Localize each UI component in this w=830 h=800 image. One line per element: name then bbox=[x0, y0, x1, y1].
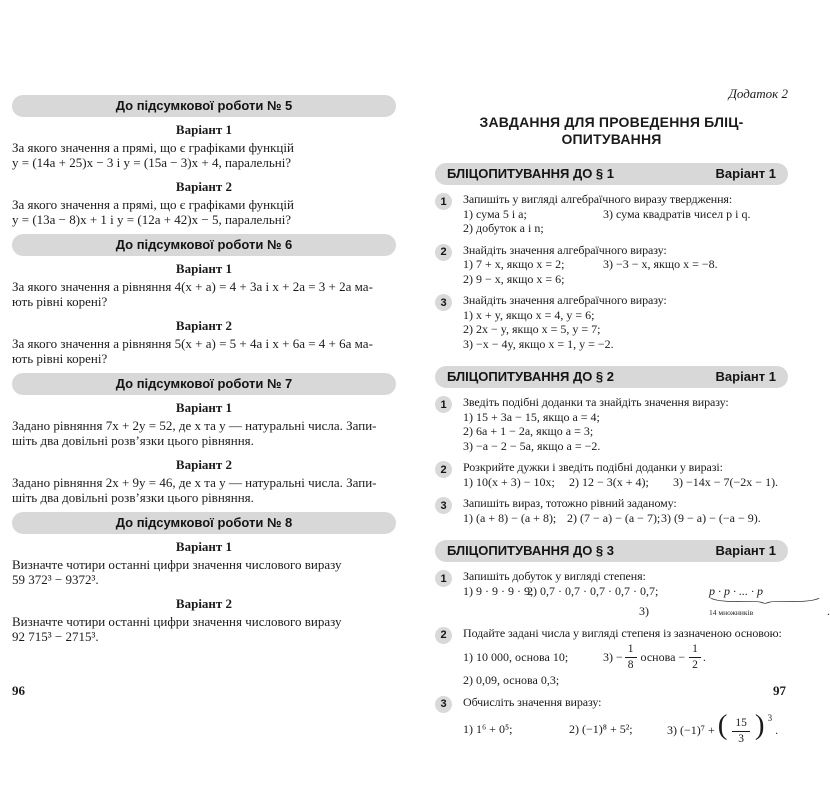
appendix-label: Додаток 2 bbox=[728, 86, 788, 101]
sub-item: 1) 9 · 9 · 9 · 9; bbox=[463, 583, 534, 598]
problem-line: шіть два довільні розв’язки цього рівняння. bbox=[12, 433, 254, 448]
underbrace-label: 14 множників bbox=[709, 608, 754, 617]
quiz-item bbox=[435, 293, 788, 351]
sub-item: 2) 12 − 3(x + 4); bbox=[569, 474, 649, 489]
sub-item: 1) (a + 8) − (a + 8); bbox=[463, 510, 557, 525]
fraction bbox=[689, 643, 701, 671]
sub-item-power-fraction bbox=[667, 709, 779, 746]
item-prompt: Знайдіть значення алгебраїчного виразу: bbox=[463, 293, 667, 307]
sub-item: 2) (7 − a) − (a − 7); bbox=[567, 510, 661, 525]
sub-item-row bbox=[463, 584, 830, 619]
sub-item: 2) 2x − y, якщо x = 5, y = 7; bbox=[463, 322, 601, 336]
sub-item: 1) 10 000, основа 10; bbox=[463, 649, 569, 664]
fraction-denominator: 3 bbox=[738, 733, 745, 746]
variant-title: Варіант 1 bbox=[175, 122, 233, 137]
sub-item: 1) x + y, якщо x = 4, y = 6; bbox=[463, 307, 595, 322]
sub-item-row bbox=[463, 272, 788, 287]
problem-line: За якого значення a рівняння 4(x + a) = 4 + 3a і x + 2a = 3 + 2a ма- bbox=[12, 279, 373, 294]
variant-badge: Варіант 1 bbox=[715, 369, 776, 384]
item-number: 3 bbox=[435, 696, 452, 713]
item-number: 1 bbox=[435, 396, 452, 413]
section-header: До підсумкової роботи № 6 bbox=[12, 234, 396, 256]
sub-item-row bbox=[463, 643, 788, 671]
quiz-section-2 bbox=[435, 366, 788, 525]
sub-item-row bbox=[463, 221, 788, 236]
item-number: 2 bbox=[435, 627, 452, 644]
sub-item: 3) −a − 2 − 5a, якщо a = −2. bbox=[463, 438, 601, 453]
variant-title: Варіант 1 bbox=[175, 261, 233, 276]
item-prompt: Обчисліть значення виразу: bbox=[463, 694, 602, 709]
item-number: 2 bbox=[435, 461, 452, 478]
fraction bbox=[732, 717, 750, 745]
sub-item-prefix: 3) bbox=[639, 604, 649, 618]
section-header-label: БЛІЦОПИТУВАННЯ ДО § 2 bbox=[447, 369, 614, 384]
problem-line: 59 372³ − 9372³. bbox=[12, 572, 99, 587]
section-header bbox=[435, 163, 788, 185]
section-header-label: БЛІЦОПИТУВАННЯ ДО § 1 bbox=[447, 166, 614, 181]
variant-title: Варіант 2 bbox=[175, 596, 233, 611]
section-header bbox=[435, 366, 788, 388]
problem-line: ють рівні корені? bbox=[12, 351, 108, 366]
variant-title: Варіант 2 bbox=[175, 318, 233, 333]
worksheet-section-7 bbox=[12, 373, 396, 505]
page-number-left: 96 bbox=[12, 683, 25, 698]
underbrace-icon bbox=[709, 598, 821, 604]
fraction-denominator: 8 bbox=[627, 658, 634, 671]
sub-item-row bbox=[463, 511, 788, 526]
right-paren: ) bbox=[754, 709, 765, 742]
problem-line: За якого значення a прямі, що є графіками функцій bbox=[12, 197, 294, 212]
sub-item: 2) 6a + 1 − 2a, якщо a = 3; bbox=[463, 424, 594, 438]
problem-line: За якого значення a прямі, що є графіками функцій bbox=[12, 140, 294, 155]
sub-item-row bbox=[463, 475, 788, 490]
sub-item-prefix: 3) (−1)⁷ + bbox=[667, 723, 715, 738]
problem-line: Задано рівняння 2x + 9y = 46, де x та y — натуральні числа. Запи- bbox=[12, 475, 377, 490]
item-prompt: Розкрийте дужки і зведіть подібні доданки у виразі: bbox=[463, 460, 723, 474]
item-prompt: Запишіть вираз, тотожно рівний заданому: bbox=[463, 496, 677, 510]
sub-item: 3) (9 − a) − (−a − 9). bbox=[661, 510, 761, 525]
sub-item: 1) сума 5 і a; bbox=[463, 206, 527, 221]
problem-line: ють рівні корені? bbox=[12, 294, 108, 309]
fraction-numerator: 1 bbox=[689, 643, 701, 658]
fraction-denominator: 2 bbox=[692, 658, 698, 671]
sub-item-suffix: . bbox=[775, 723, 779, 738]
item-number: 1 bbox=[435, 193, 452, 210]
variant-badge: Варіант 1 bbox=[715, 166, 776, 181]
quiz-section-3 bbox=[435, 540, 830, 746]
sub-item-row bbox=[463, 207, 788, 222]
problem-line: шіть два довільні розв’язки цього рівняння. bbox=[12, 490, 254, 505]
sub-item: 1) 1⁶ + 0⁵; bbox=[463, 722, 513, 737]
problem-line: За якого значення a рівняння 5(x + a) = 5 + 4a і x + 6a = 4 + 6a ма- bbox=[12, 336, 373, 351]
section-header: До підсумкової роботи № 7 bbox=[12, 373, 396, 395]
sub-item-suffix: . bbox=[702, 649, 706, 664]
problem-line: Визначте чотири останні цифри значення числового виразу bbox=[12, 557, 342, 572]
sub-item: 1) 15 + 3a − 15, якщо a = 4; bbox=[463, 409, 600, 424]
quiz-item bbox=[435, 243, 788, 287]
sub-item-suffix: . bbox=[827, 604, 830, 618]
worksheet-section-8 bbox=[12, 512, 396, 644]
section-header bbox=[435, 540, 788, 562]
fraction bbox=[625, 643, 637, 671]
quiz-item bbox=[435, 695, 788, 746]
variant-title: Варіант 2 bbox=[175, 457, 233, 472]
sub-item: 3) −x − 4y, якщо x = 1, y = −2. bbox=[463, 336, 614, 351]
problem-line: y = (13a − 8)x + 1 і y = (12a + 42)x − 5, паралельні? bbox=[12, 212, 292, 227]
page-number-right: 97 bbox=[773, 683, 786, 698]
variant-title: Варіант 2 bbox=[175, 179, 233, 194]
sub-item: 2) добуток a і n; bbox=[463, 221, 544, 235]
problem-line: y = (14a + 25)x − 3 і y = (15a − 3)x + 4, паралельні? bbox=[12, 155, 292, 170]
section-header: До підсумкової роботи № 5 bbox=[12, 95, 396, 117]
problem-line: 92 715³ − 2715³. bbox=[12, 629, 99, 644]
sub-item-row bbox=[463, 257, 788, 272]
fraction-numerator: 15 bbox=[732, 717, 750, 732]
page-title: ЗАВДАННЯ ДЛЯ ПРОВЕДЕННЯ БЛІЦ-ОПИТУВАННЯ bbox=[479, 114, 744, 147]
section-header: До підсумкової роботи № 8 bbox=[12, 512, 396, 534]
item-prompt: Зведіть подібні доданки та знайдіть значення виразу: bbox=[463, 395, 729, 409]
sub-item: 3) сума квадратів чисел p і q. bbox=[603, 206, 751, 221]
right-page bbox=[435, 86, 830, 746]
item-prompt: Запишіть у вигляді алгебраїчного виразу твердження: bbox=[463, 192, 733, 206]
variant-title: Варіант 1 bbox=[175, 539, 233, 554]
sub-item-mid: основа − bbox=[640, 649, 686, 664]
exponent: 3 bbox=[767, 713, 773, 724]
quiz-item bbox=[435, 569, 830, 619]
item-prompt: Запишіть добуток у вигляді степеня: bbox=[463, 569, 646, 583]
item-prompt: Знайдіть значення алгебраїчного виразу: bbox=[463, 242, 667, 257]
sub-item: 2) 0,7 · 0,7 · 0,7 · 0,7 · 0,7; bbox=[527, 583, 659, 598]
sub-item: 2) 0,09, основа 0,3; bbox=[463, 673, 560, 688]
quiz-item bbox=[435, 395, 788, 453]
item-number: 2 bbox=[435, 244, 452, 261]
left-page bbox=[12, 95, 396, 651]
quiz-section-1 bbox=[435, 163, 788, 351]
item-prompt: Подайте задані числа у вигляді степеня із зазначеною основою: bbox=[463, 625, 782, 640]
underbrace-expression: p · p · ... · p bbox=[709, 583, 763, 598]
sub-item: 1) 7 + x, якщо x = 2; bbox=[463, 257, 565, 271]
problem-line: Задано рівняння 7x + 2y = 52, де x та y — натуральні числа. Запи- bbox=[12, 418, 377, 433]
quiz-item bbox=[435, 626, 788, 688]
worksheet-section-5 bbox=[12, 95, 396, 227]
sub-item-underbrace bbox=[639, 584, 830, 619]
quiz-item bbox=[435, 460, 788, 489]
item-number: 1 bbox=[435, 570, 452, 587]
sub-item: 2) 9 − x, якщо x = 6; bbox=[463, 271, 565, 286]
item-number: 3 bbox=[435, 294, 452, 311]
sub-item: 3) −3 − x, якщо x = −8. bbox=[603, 257, 718, 271]
sub-item: 2) (−1)⁸ + 5²; bbox=[569, 722, 633, 737]
sub-item: 3) −14x − 7(−2x − 1). bbox=[673, 474, 779, 489]
sub-item-row bbox=[463, 709, 788, 746]
sub-item: 1) 10(x + 3) − 10x; bbox=[463, 474, 555, 489]
sub-item-fraction-part: 3) − bbox=[603, 649, 623, 664]
variant-title: Варіант 1 bbox=[175, 400, 233, 415]
item-number: 3 bbox=[435, 497, 452, 514]
left-paren: ( bbox=[717, 709, 728, 742]
problem-line: Визначте чотири останні цифри значення числового виразу bbox=[12, 614, 342, 629]
section-header-label: БЛІЦОПИТУВАННЯ ДО § 3 bbox=[447, 543, 614, 558]
variant-badge: Варіант 1 bbox=[715, 543, 776, 558]
quiz-item bbox=[435, 496, 788, 525]
quiz-item bbox=[435, 192, 788, 236]
worksheet-section-6 bbox=[12, 234, 396, 366]
fraction-numerator: 1 bbox=[625, 643, 637, 658]
